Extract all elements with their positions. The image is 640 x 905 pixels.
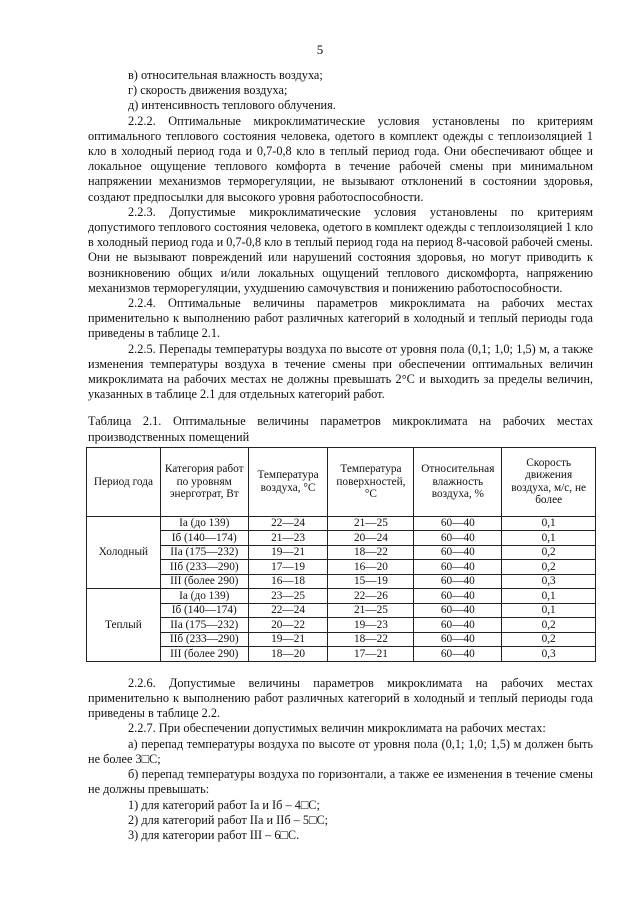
paragraph-2-2-3: 2.2.3. Допустимые микроклиматические условия установлены по критериям допустимого теплового состояния человека, одетого в комплект одежды с теплоизоляцией 1 кло в холодный период года и 0,7-0,8 кло в теплый период года на период 8-часовой рабочей смены. Они не вызывают повреждений или нарушений состояния здоровья, но могут приводить к возникновению общих и/или локальных ощущений теплового дискомфорта, напряжению механизмов терморегуляции, ухудшению самочувствия и понижению работоспособности. <box>88 204 593 295</box>
table-cell: 0,2 <box>502 545 596 560</box>
list-item: д) интенсивность теплового облучения. <box>128 98 336 113</box>
table-cell: 22—24 <box>248 516 328 531</box>
table-cell: 0,1 <box>502 531 596 546</box>
table-row <box>87 603 596 618</box>
table-cell: 60—40 <box>414 618 502 633</box>
table-cell: 60—40 <box>414 589 502 604</box>
table-cell: 0,3 <box>502 647 596 662</box>
table-cell: 19—21 <box>248 545 328 560</box>
table-cell: 0,2 <box>502 560 596 575</box>
table-cell: Iа (до 139) <box>160 516 248 531</box>
table-cell: 60—40 <box>414 603 502 618</box>
table-cell: 21—23 <box>248 531 328 546</box>
table-row <box>87 545 596 560</box>
table-cell: 15—19 <box>328 574 414 589</box>
table-cell: IIб (233—290) <box>160 560 248 575</box>
table-cell: 22—26 <box>328 589 414 604</box>
table-cell: 19—21 <box>248 632 328 647</box>
table-cell: 60—40 <box>414 560 502 575</box>
table-cell: III (более 290) <box>160 574 248 589</box>
table-cell: IIа (175—232) <box>160 618 248 633</box>
table-cell: 60—40 <box>414 531 502 546</box>
table-cell: 60—40 <box>414 647 502 662</box>
list-item: а) перепад температуры воздуха по высоте от уровня пола (0,1; 1,0; 1,5) м должен быть не более 3□С; <box>88 736 593 766</box>
table-cell: 23—25 <box>248 589 328 604</box>
table-row <box>87 531 596 546</box>
table-cell: 16—18 <box>248 574 328 589</box>
list-item: 1) для категорий работ Iа и Iб – 4□С; <box>128 797 320 812</box>
table-cell: 20—24 <box>328 531 414 546</box>
table-cell: 19—23 <box>328 618 414 633</box>
document-body <box>88 68 593 843</box>
table-cell: 60—40 <box>414 516 502 531</box>
table-cell: Iб (140—174) <box>160 531 248 546</box>
paragraph-2-2-5: 2.2.5. Перепады температуры воздуха по высоте от уровня пола (0,1; 1,0; 1,5) м, а также изменения температуры воздуха в течение смены при обеспечении оптимальных величин микроклимата на рабочих местах не должны превышать 2°С и выходить за пределы величин, указанных в таблице 2.1 для отдельных категорий работ. <box>88 341 593 402</box>
period-cell: Теплый <box>87 589 161 662</box>
table-cell: 0,1 <box>502 603 596 618</box>
list-item: г) скорость движения воздуха; <box>128 83 288 98</box>
paragraph-2-2-2: 2.2.2. Оптимальные микроклиматические условия установлены по критериям оптимального теплового состояния человека, одетого в комплект одежды с теплоизоляцией 1 кло в холодный период года и 0,7-0,8 кло в теплый период года. Они обеспечивают общее и локальное ощущение теплового комфорта в течение рабочей смены при минимальном напряжении механизмов терморегуляции, не вызывают отклонений в состоянии здоровья, создают предпосылки для высокого уровня работоспособности. <box>88 113 593 204</box>
column-header: Категория работ по уровням энерготрат, Вт <box>160 447 248 516</box>
table-cell: 60—40 <box>414 545 502 560</box>
column-header: Температура воздуха, °С <box>248 447 328 516</box>
table-row <box>87 516 596 531</box>
table-cell: 21—25 <box>328 516 414 531</box>
column-header: Относительная влажность воздуха, % <box>414 447 502 516</box>
table-cell: 17—19 <box>248 560 328 575</box>
table-row <box>87 647 596 662</box>
table-cell: 0,1 <box>502 589 596 604</box>
page-number: 5 <box>316 42 324 57</box>
table-cell: 60—40 <box>414 574 502 589</box>
table-cell: 20—22 <box>248 618 328 633</box>
table-row <box>87 589 596 604</box>
table-cell: 0,3 <box>502 574 596 589</box>
table-cell: IIа (175—232) <box>160 545 248 560</box>
paragraph-2-2-6: 2.2.6. Допустимые величины параметров микроклимата на рабочих местах применительно к выполнению работ различных категорий в холодный и теплый периоды года приведены в таблице 2.2. <box>88 675 593 721</box>
table-cell: IIб (233—290) <box>160 632 248 647</box>
table-caption: Таблица 2.1. Оптимальные величины параметров микроклимата на рабочих местах производственных помещений <box>88 414 593 444</box>
paragraph-2-2-7: 2.2.7. При обеспечении допустимых величин микроклимата на рабочих местах: <box>128 721 546 736</box>
table-cell: 18—22 <box>328 545 414 560</box>
table-row <box>87 574 596 589</box>
table-cell: Iб (140—174) <box>160 603 248 618</box>
table-cell: 60—40 <box>414 632 502 647</box>
table-cell: 18—20 <box>248 647 328 662</box>
paragraph-2-2-4: 2.2.4. Оптимальные величины параметров микроклимата на рабочих местах применительно к выполнению работ различных категорий в холодный и теплый периоды года приведены в таблице 2.1. <box>88 296 593 341</box>
table-cell: 0,2 <box>502 618 596 633</box>
microclimate-table <box>86 447 596 662</box>
table-cell: 0,1 <box>502 516 596 531</box>
table-cell: 0,2 <box>502 632 596 647</box>
table-cell: 16—20 <box>328 560 414 575</box>
column-header: Температура поверхностей, °С <box>328 447 414 516</box>
list-item: б) перепад температуры воздуха по горизонтали, а также ее изменения в течение смены не должны превышать: <box>88 767 593 797</box>
list-item: 2) для категорий работ IIа и IIб – 5□С; <box>128 812 329 827</box>
list-item: 3) для категории работ III – 6□С. <box>128 827 300 842</box>
table-cell: 21—25 <box>328 603 414 618</box>
list-item: в) относительная влажность воздуха; <box>128 68 323 82</box>
table-row <box>87 618 596 633</box>
table-cell: 22—24 <box>248 603 328 618</box>
table-cell: Iа (до 139) <box>160 589 248 604</box>
table-row <box>87 632 596 647</box>
table-header-row <box>87 447 596 516</box>
column-header: Период года <box>87 447 161 516</box>
table-cell: 18—22 <box>328 632 414 647</box>
table-cell: 17—21 <box>328 647 414 662</box>
table-row <box>87 560 596 575</box>
period-cell: Холодный <box>87 516 161 589</box>
column-header: Скорость движения воздуха, м/с, не более <box>502 447 596 516</box>
table-cell: III (более 290) <box>160 647 248 662</box>
